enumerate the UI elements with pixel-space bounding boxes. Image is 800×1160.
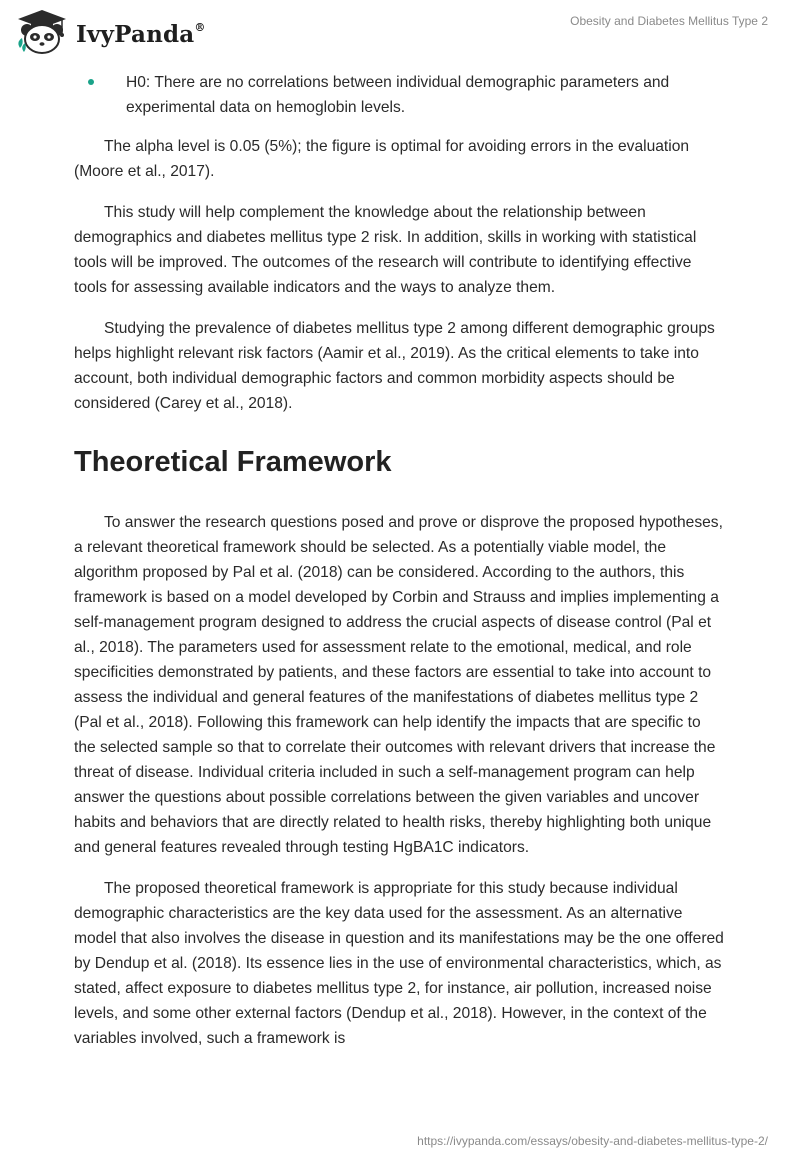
- brand-name: IvyPanda®: [76, 20, 206, 48]
- logo-link[interactable]: [14, 8, 206, 56]
- paragraph: The proposed theoretical framework is appropriate for this study because individual demographic characteristics are the key data used for the assessment. As an alternative model that also involves the disease in question and its manifestations may be the one offered by Dendup et al. (2018). Its essence lies in the use of environmental characteristics, which, as stated, affect exposure to diabetes mellitus type 2, for instance, air pollution, increased noise levels, and some other external factors (Dendup et al., 2018). However, in the context of the variables involved, such a framework is: [74, 880, 724, 1047]
- footer-url[interactable]: https://ivypanda.com/essays/obesity-and-diabetes-mellitus-type-2/: [417, 1134, 768, 1148]
- paragraph: Studying the prevalence of diabetes mellitus type 2 among different demographic groups helps highlight relevant risk factors (Aamir et al., 2019). As the critical elements to take into account, both individual demographic factors and common morbidity aspects should be considered (Carey et al., 2018).: [74, 320, 715, 412]
- panda-graduation-cap-icon: [14, 8, 70, 56]
- hypothesis-list: [74, 70, 726, 120]
- section-heading: Theoretical Framework: [74, 446, 392, 478]
- registered-mark: ®: [194, 20, 206, 34]
- paragraph: The alpha level is 0.05 (5%); the figure is optimal for avoiding errors in the evaluation (Moore et al., 2017).: [74, 138, 690, 180]
- paragraph: To answer the research questions posed and prove or disprove the proposed hypotheses, a relevant theoretical framework should be selected. As a potentially viable model, the algorithm proposed by Pal et al. (2018) can be considered. According to the authors, this framework is based on a model developed by Corbin and Strauss and implies implementing a self-management program designed to address the crucial aspects of disease control (Pal et al., 2018). The parameters used for assessment relate to the emotional, medical, and role specificities demonstrated by patients, and these factors are essential to take into account to assess the individual and general features of the manifestations of diabetes mellitus type 2 (Pal et al., 2018). Following this framework can help identify the impacts that are specific to the selected sample so that to correlate their outcomes with relevant drivers that increase the threat of disease. Individual criteria included in such a self-management program can help answer the questions about possible correlations between the given variables and uncover habits and behaviors that are directly related to health risks, thereby highlighting both unique and general features revealed through testing HgBA1C indicators.: [74, 514, 723, 856]
- bullet-icon: [88, 79, 94, 85]
- document-title: Obesity and Diabetes Mellitus Type 2: [570, 14, 768, 28]
- essay-content: [74, 70, 726, 1067]
- page-header: [0, 0, 800, 66]
- list-item-text: H0: There are no correlations between individual demographic parameters and experimental data on hemoglobin levels.: [126, 74, 670, 116]
- paragraph: This study will help complement the knowledge about the relationship between demographics and diabetes mellitus type 2 risk. In addition, skills in working with statistical tools will be improved. The outcomes of the research will contribute to identifying effective tools for assessing available indicators and the ways to analyze them.: [74, 204, 697, 296]
- list-item: [74, 70, 726, 120]
